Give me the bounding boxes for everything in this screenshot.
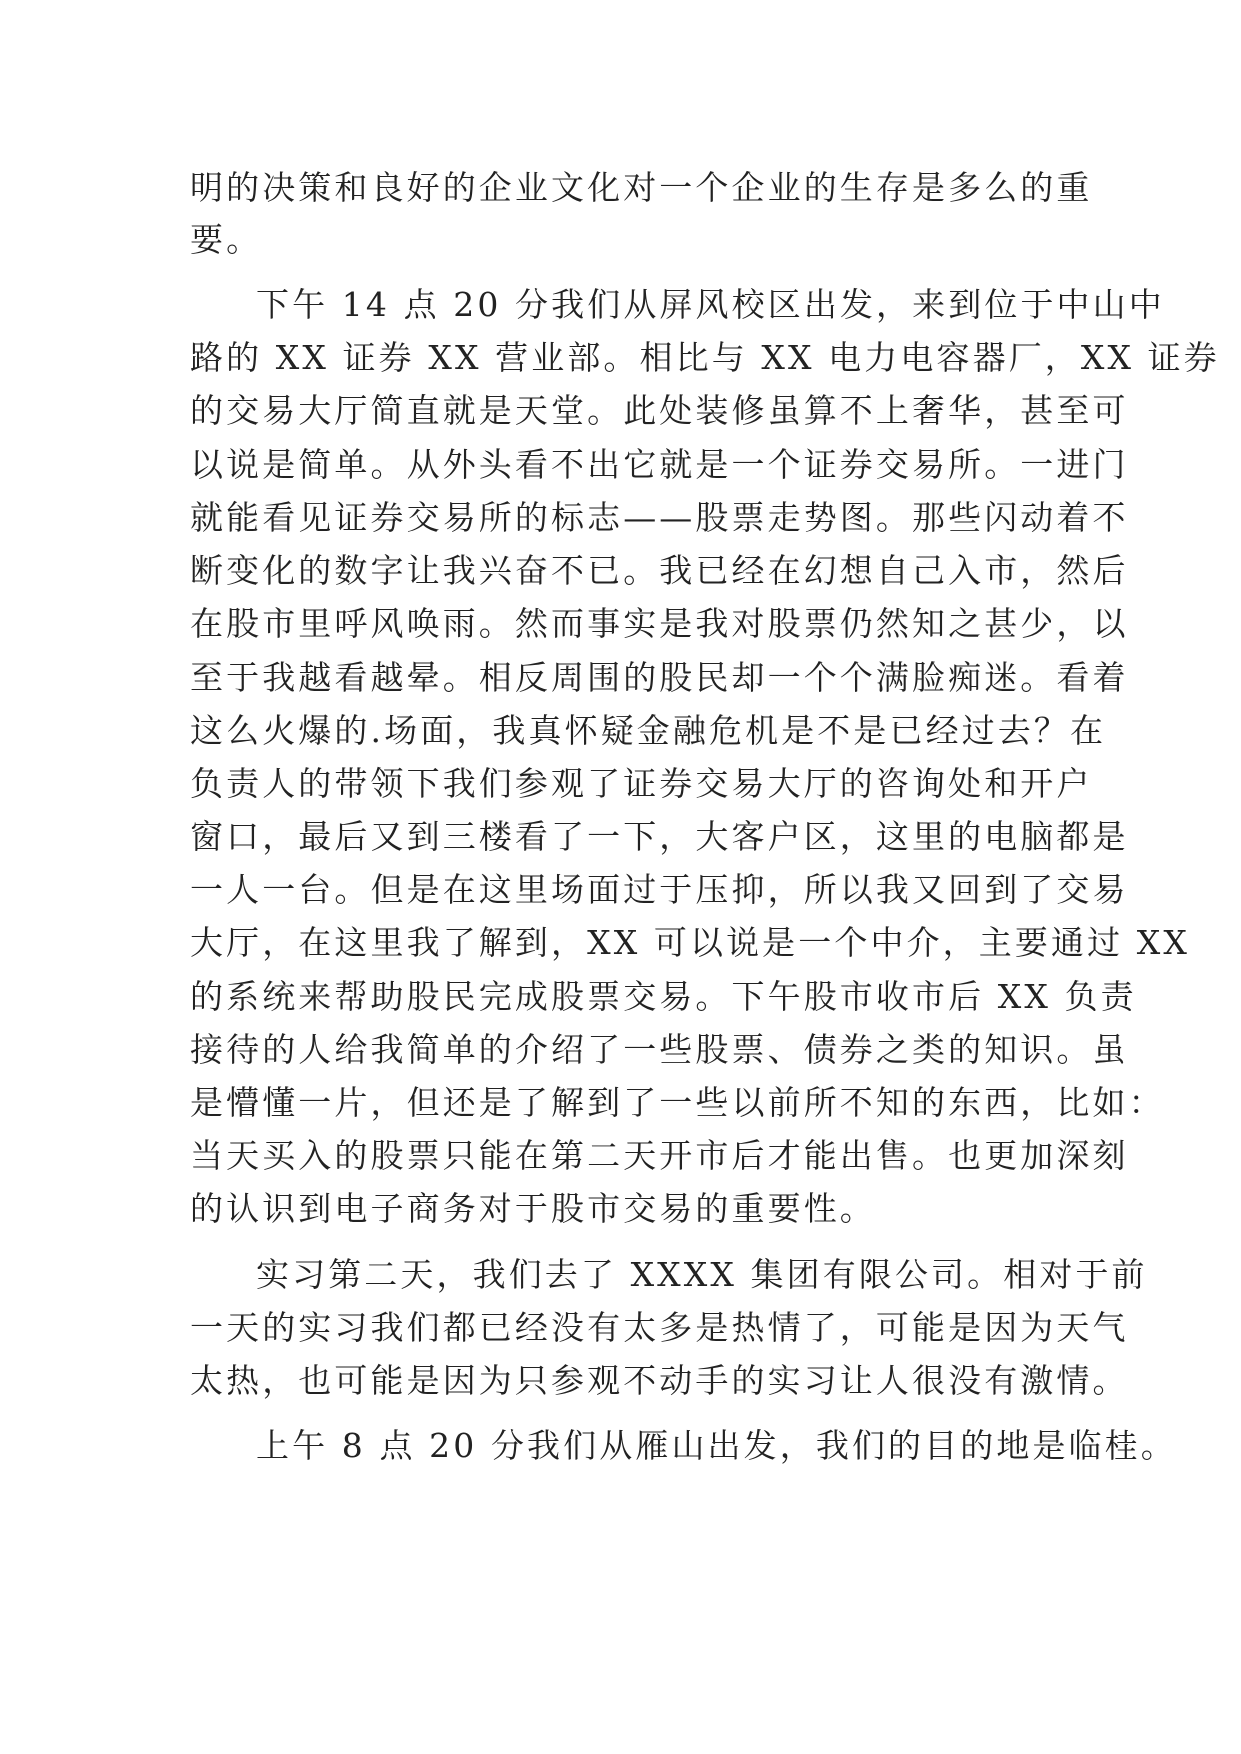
paragraph-first-line: 上午 8 点 20 分我们从雁山出发，我们的目的地是临桂。 — [256, 1426, 1177, 1465]
text-line: 的系统来帮助股民完成股票交易。下午股市收市后 XX 负责 — [190, 977, 1137, 1016]
text-line: 以说是简单。从外头看不出它就是一个证券交易所。一进门 — [190, 445, 1129, 484]
text-line: 窗口，最后又到三楼看了一下，大客户区，这里的电脑都是 — [190, 817, 1129, 856]
text-line: 明的决策和良好的企业文化对一个企业的生存是多么的重 — [190, 168, 1093, 207]
text-line: 这么火爆的.场面，我真怀疑金融危机是不是已经过去？在 — [190, 711, 1107, 750]
text-line: 大厅，在这里我了解到，XX 可以说是一个中介，主要通过 XX — [190, 923, 1190, 962]
paragraph-first-line: 实习第二天，我们去了 XXXX 集团有限公司。相对于前 — [256, 1255, 1148, 1294]
text-line: 当天买入的股票只能在第二天开市后才能出售。也更加深刻 — [190, 1136, 1129, 1175]
text-line: 负责人的带领下我们参观了证券交易大厅的咨询处和开户 — [190, 764, 1093, 803]
paragraph-first-line: 下午 14 点 20 分我们从屏风校区出发，来到位于中山中 — [256, 285, 1165, 324]
text-line: 一天的实习我们都已经没有太多是热情了，可能是因为天气 — [190, 1308, 1129, 1347]
text-line: 路的 XX 证券 XX 营业部。相比与 XX 电力电容器厂，XX 证券 — [190, 338, 1220, 377]
text-line: 的交易大厅简直就是天堂。此处装修虽算不上奢华，甚至可 — [190, 391, 1129, 430]
text-line: 断变化的数字让我兴奋不已。我已经在幻想自己入市，然后 — [190, 551, 1129, 590]
text-line: 要。 — [190, 220, 263, 259]
text-line: 是懵懂一片，但还是了解到了一些以前所不知的东西，比如： — [190, 1083, 1165, 1122]
text-line: 接待的人给我简单的介绍了一些股票、债券之类的知识。虽 — [190, 1030, 1129, 1069]
text-line: 一人一台。但是在这里场面过于压抑，所以我又回到了交易 — [190, 870, 1129, 909]
text-line: 就能看见证券交易所的标志——股票走势图。那些闪动着不 — [190, 498, 1129, 537]
text-line: 的认识到电子商务对于股市交易的重要性。 — [190, 1189, 876, 1228]
text-line: 至于我越看越晕。相反周围的股民却一个个满脸痴迷。看着 — [190, 658, 1129, 697]
text-line: 在股市里呼风唤雨。然而事实是我对股票仍然知之甚少，以 — [190, 604, 1129, 643]
text-line: 太热，也可能是因为只参观不动手的实习让人很没有激情。 — [190, 1361, 1129, 1400]
